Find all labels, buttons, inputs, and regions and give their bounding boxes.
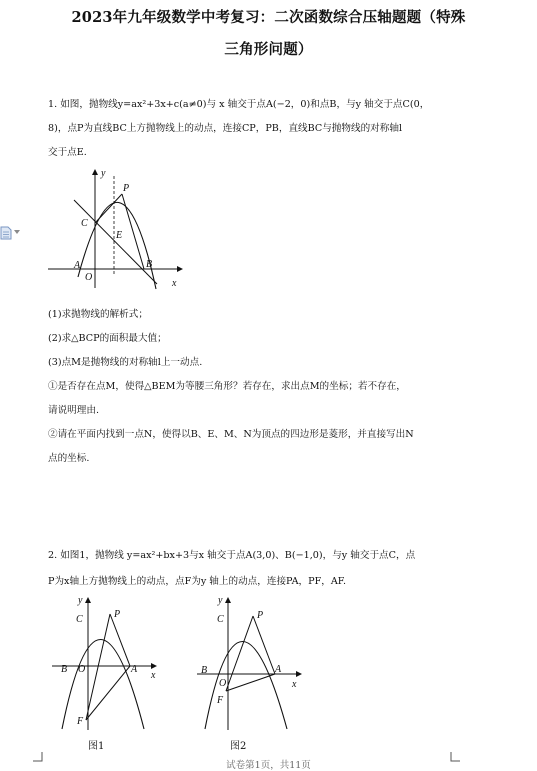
q1-label-e: E bbox=[116, 230, 123, 241]
document-icon[interactable] bbox=[0, 226, 12, 240]
fig2-segment-af bbox=[226, 674, 275, 691]
q1-sub1: (1)求抛物线的解析式； bbox=[48, 309, 148, 320]
fig1-parabola bbox=[62, 640, 144, 730]
q1-sub2: (2)求△BCP的面积最大值； bbox=[48, 333, 167, 344]
fig1-label-f: F bbox=[77, 716, 84, 727]
fig1-label-p: P bbox=[114, 609, 121, 620]
page-footer: 试卷第1页，共11页 bbox=[226, 760, 311, 771]
q1-label-c: C bbox=[81, 218, 88, 229]
q1-sub3-part2-line1: ②请在平面内找到一点N，使得以B、E、M、N为顶点的四边形是菱形，并直接写出N bbox=[48, 429, 414, 440]
q1-segment-pb bbox=[122, 194, 144, 269]
fig1-segment-pf bbox=[86, 614, 110, 720]
fig2-label-p: P bbox=[257, 610, 264, 621]
fig2-label-f: F bbox=[217, 695, 224, 706]
q1-stem-line3: 交于点E. bbox=[48, 147, 87, 158]
dropdown-arrow-icon[interactable] bbox=[14, 230, 20, 235]
document-title-line2: 三角形问题） bbox=[224, 41, 313, 58]
q1-label-y: y bbox=[101, 168, 106, 179]
q1-sub3-part1-line1: ①是否存在点M，使得△BEM为等腰三角形？若存在，求出点M的坐标；若不存在， bbox=[48, 381, 406, 392]
q1-label-b: B bbox=[146, 259, 153, 270]
fig2-label-b: B bbox=[201, 665, 208, 676]
q1-sub3-part1-line2: 请说明理由. bbox=[48, 405, 100, 416]
q2-figure-1 bbox=[50, 594, 162, 732]
q2-stem-line1: 2. 如图1，抛物线 y=ax²+bx+3与x 轴交于点A(3,0)、B(−1,0)，与y 轴交于点C，点 bbox=[48, 550, 416, 561]
q1-figure bbox=[44, 162, 194, 292]
document-title-line1: 2023年九年级数学中考复习：二次函数综合压轴题题（特殊 bbox=[71, 9, 466, 26]
q1-label-p: P bbox=[123, 183, 130, 194]
q1-stem-line1: 1. 如图，抛物线y=ax²+3x+c(a≠0)与 x 轴交于点A(−2，0)和点B，与y 轴交于点C(0， bbox=[48, 99, 430, 110]
q1-label-o: O bbox=[85, 272, 93, 283]
fig2-label-c: C bbox=[217, 614, 224, 625]
fig1-label-c: C bbox=[76, 614, 83, 625]
fig2-label-a: A bbox=[275, 664, 282, 675]
figure-1-caption: 图1 bbox=[88, 741, 105, 752]
fig2-label-x: x bbox=[292, 679, 297, 690]
fig2-parabola bbox=[205, 642, 287, 730]
fig1-label-b: B bbox=[61, 664, 68, 675]
q1-segment-cp bbox=[95, 194, 122, 223]
q1-label-a: A bbox=[74, 260, 81, 271]
fig1-label-x: x bbox=[151, 670, 156, 681]
q2-figure-2 bbox=[195, 594, 307, 732]
q1-label-x: x bbox=[172, 278, 177, 289]
fig1-label-y: y bbox=[78, 595, 83, 606]
q1-sub3-part2-line2: 点的坐标. bbox=[48, 453, 90, 464]
fig1-label-a: A bbox=[131, 664, 138, 675]
q1-stem-line2: 8)，点P为直线BC上方抛物线上的动点，连接CP，PB，直线BC与抛物线的对称轴l bbox=[48, 123, 403, 134]
fig2-segment-pa bbox=[253, 616, 275, 674]
q2-stem-line2: P为x轴上方抛物线上的动点，点F为y 轴上的动点，连接PA，PF，AF. bbox=[48, 576, 346, 587]
fig1-label-o: O bbox=[78, 664, 86, 675]
fig2-label-o: O bbox=[219, 678, 227, 689]
fig2-segment-pf bbox=[226, 616, 253, 691]
figure-2-caption: 图2 bbox=[230, 741, 247, 752]
fig2-label-y: y bbox=[218, 595, 223, 606]
q1-sub3: (3)点M是抛物线的对称轴l上一动点. bbox=[48, 357, 203, 368]
